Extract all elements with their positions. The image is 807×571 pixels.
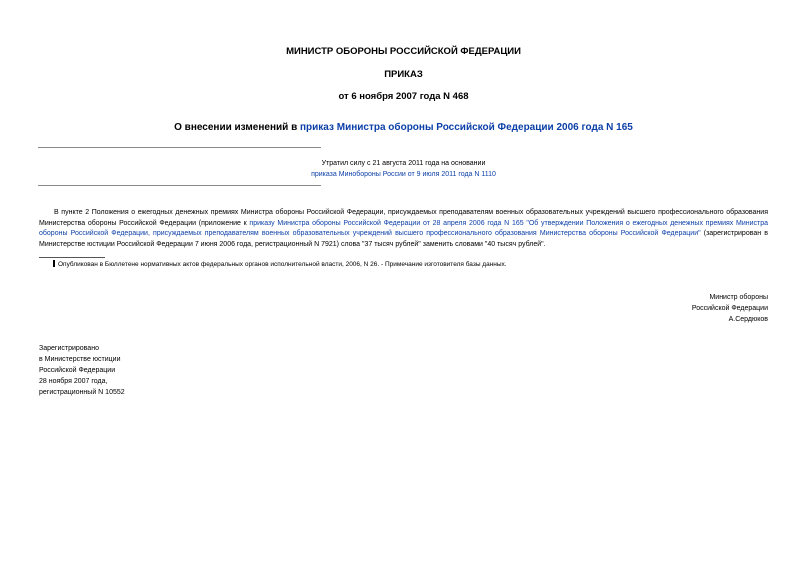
- footnote-mark-icon: [53, 260, 55, 267]
- signature-line2: Российской Федерации: [691, 305, 768, 312]
- footnote: [53, 260, 507, 269]
- registration-line1: Зарегистрировано: [39, 345, 99, 352]
- date-number-heading: от 6 ноября 2007 года N 468: [338, 91, 469, 102]
- registration-line5: регистрационный N 10552: [39, 389, 125, 396]
- document-title: [0, 122, 807, 133]
- status-note-link[interactable]: приказа Минобороны России от 9 июля 2011 года N 1110: [311, 171, 496, 178]
- ministry-heading: МИНИСТР ОБОРОНЫ РОССИЙСКОЙ ФЕДЕРАЦИИ: [286, 46, 521, 57]
- signature-block: [692, 292, 768, 325]
- body-text-part2: (зарегистрирован в Министерстве юстиции Российской Федерации 7 июня 2006 года, регистрационный N 7921) слова "37 тысяч рублей" заменить словами "40 тысяч рублей".: [39, 230, 768, 248]
- registration-line4: 28 ноября 2007 года,: [39, 378, 108, 385]
- status-note: [0, 158, 807, 180]
- registration-line3: Российской Федерации: [39, 367, 116, 374]
- signature-line1: Министр обороны: [709, 294, 768, 301]
- footnote-text: Опубликован в Бюллетене нормативных актов федеральных органов исполнительной власти, 2006, N 26. - Примечание изготовителя базы данных.: [58, 261, 507, 268]
- signature-line3: А.Сердюков: [728, 316, 768, 323]
- body-link[interactable]: приказу Министра обороны Российской Федерации от 28 апреля 2006 года N 165 "Об утверждении Положения о ежегодных денежных премиях Министра обороны Российской Федерации, присуждаемых преподавателям военных образовательных учреждений высшего профессионального образования Министерства обороны Российской Федерации": [39, 219, 769, 237]
- title-link[interactable]: приказ Министра обороны Российской Федерации 2006 года N 165: [300, 122, 633, 133]
- title-prefix: О внесении изменений в: [174, 122, 300, 133]
- footnote-rule: [39, 257, 105, 258]
- body-paragraph: [39, 208, 768, 250]
- status-top-rule: [38, 147, 321, 148]
- registration-line2: в Министерстве юстиции: [39, 356, 121, 363]
- registration-block: [39, 343, 125, 398]
- doc-type-heading: ПРИКАЗ: [384, 69, 423, 80]
- status-note-line1: Утратил силу с 21 августа 2011 года на основании: [321, 160, 486, 167]
- body-text-part1: В пункте 2 Положения о ежегодных денежных премиях Министра обороны Российской Федерации, присуждаемых преподавателям военных образовательных учреждений высшего профессионального образования Министерства обороны Российской Федерации (приложение к: [39, 209, 768, 227]
- status-bottom-rule: [38, 185, 321, 186]
